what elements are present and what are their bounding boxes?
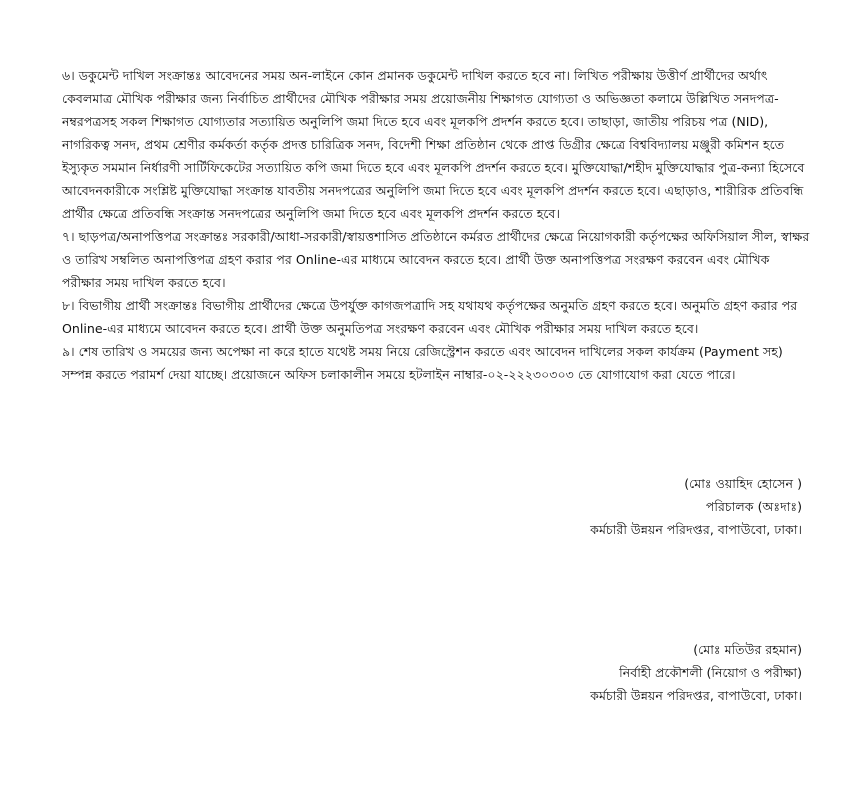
paragraph-departmental-candidate [62,294,810,340]
signature-block-engineer [590,638,802,707]
signatory-name: (মোঃ ওয়াহিদ হোসেন ) [684,476,802,491]
text-line: ৭। ছাড়পত্র/অনাপত্তিপত্র সংক্রান্তঃ সরকারী/আধা-সরকারী/স্বায়ত্তশাসিত প্রতিষ্ঠানে কর্মরত প্রার্থীদের ক্ষেত্রে নিয়োগকারী কর্তৃপক্ষের অফিসিয়াল সীল, স্বাক্ষর [62,229,810,244]
text-line: আবেদনকারীকে সংশ্লিষ্ট মুক্তিযোদ্ধা সংক্রান্ত যাবতীয় সনদপত্রের অনুলিপি জমা দিতে হবে এবং মূলকপি প্রদর্শন করতে হবে। এছাড়াও, শারীরিক প্রতিবন্ধি [62,183,804,198]
text-line: সম্পন্ন করতে পরামর্শ দেয়া যাচ্ছে। প্রয়োজনে অফিস চলাকালীন সময়ে হটলাইন নাম্বার-০২-২২২৩০৩০৩ তে যোগাযোগ করা যেতে পারে। [62,367,736,382]
paragraph-clearance [62,225,810,294]
signatory-office: কর্মচারী উন্নয়ন পরিদপ্তর, বাপাউবো, ঢাকা। [590,688,802,703]
text-line: নম্বরপত্রসহ সকল শিক্ষাগত যোগ্যতার সত্যায়িত অনুলিপি জমা দিতে হবে এবং মূলকপি প্রদর্শন করতে হবে। তাছাড়া, জাতীয় পরিচয় পত্র (NID), [62,114,769,129]
text-line: ৬। ডকুমেন্ট দাখিল সংক্রান্তঃ আবেদনের সময় অন-লাইনে কোন প্রমানক ডকুমেন্ট দাখিল করতে হবে না। লিখিত পরীক্ষায় উত্তীর্ণ প্রার্থীদের অর্থাৎ [62,68,768,83]
text-line: ইস্যুকৃত সমমান নির্ধারণী সার্টিফিকেটের সত্যায়িত কপি জমা দিতে হবে এবং মূলকপি প্রদর্শন করতে হবে। মুক্তিযোদ্ধা/শহীদ মুক্তিযোদ্ধার পুত্র-কন্যা হিসেবে [62,160,805,175]
text-line: পরীক্ষার সময় দাখিল করতে হবে। [62,275,226,290]
text-line: প্রার্থীর ক্ষেত্রে প্রতিবন্ধি সংক্রান্ত সনদপত্রের অনুলিপি জমা দিতে হবে এবং মূলকপি প্রদর্শন করতে হবে। [62,206,560,221]
text-line: Online-এর মাধ্যমে আবেদন করতে হবে। প্রার্থী উক্ত অনুমতিপত্র সংরক্ষণ করবেন এবং মৌখিক পরীক্ষার সময় দাখিল করতে হবে। [62,321,699,336]
signature-block-director [590,472,802,541]
text-line: ও তারিখ সম্বলিত অনাপত্তিপত্র গ্রহণ করার পর Online-এর মাধ্যমে আবেদন করতে হবে। প্রার্থী উক্ত অনাপত্তিপত্র সংরক্ষণ করবেন এবং মৌখিক [62,252,770,267]
notice-body [62,64,810,386]
text-line: ৮। বিভাগীয় প্রার্থী সংক্রান্তঃ বিভাগীয় প্রার্থীদের ক্ষেত্রে উপর্যুক্ত কাগজপত্রাদি সহ যথাযথ কর্তৃপক্ষের অনুমতি গ্রহণ করতে হবে। অনুমতি গ্রহণ করার পর [62,298,798,313]
paragraph-document-submission [62,64,810,225]
signatory-designation: পরিচালক (অঃদাঃ) [705,499,802,514]
signatory-designation: নির্বাহী প্রকৌশলী (নিয়োগ ও পরীক্ষা) [619,665,802,680]
text-line: নাগরিকত্ব সনদ, প্রথম শ্রেণীর কর্মকর্তা কর্তৃক প্রদত্ত চারিত্রিক সনদ, বিদেশী শিক্ষা প্রতিষ্ঠান থেকে প্রাপ্ত ডিগ্রীর ক্ষেত্রে বিশ্ববিদ্যালয় মঞ্জুরী কমিশন হতে [62,137,785,152]
text-line: কেবলমাত্র মৌখিক পরীক্ষার জন্য নির্বাচিত প্রার্থীদের মৌখিক পরীক্ষার সময় প্রয়োজনীয় শিক্ষাগত যোগ্যতা ও অভিজ্ঞতা কলামে উল্লিখিত সনদপত্র- [62,91,779,106]
text-line: ৯। শেষ তারিখ ও সময়ের জন্য অপেক্ষা না করে হাতে যথেষ্ট সময় নিয়ে রেজিস্ট্রেশন করতে এবং আবেদন দাখিলের সকল কার্যক্রম (Payment সহ) [62,344,783,359]
paragraph-deadline-advice [62,340,810,386]
signatory-office: কর্মচারী উন্নয়ন পরিদপ্তর, বাপাউবো, ঢাকা। [590,522,802,537]
signatory-name: (মোঃ মতিউর রহমান) [693,642,802,657]
